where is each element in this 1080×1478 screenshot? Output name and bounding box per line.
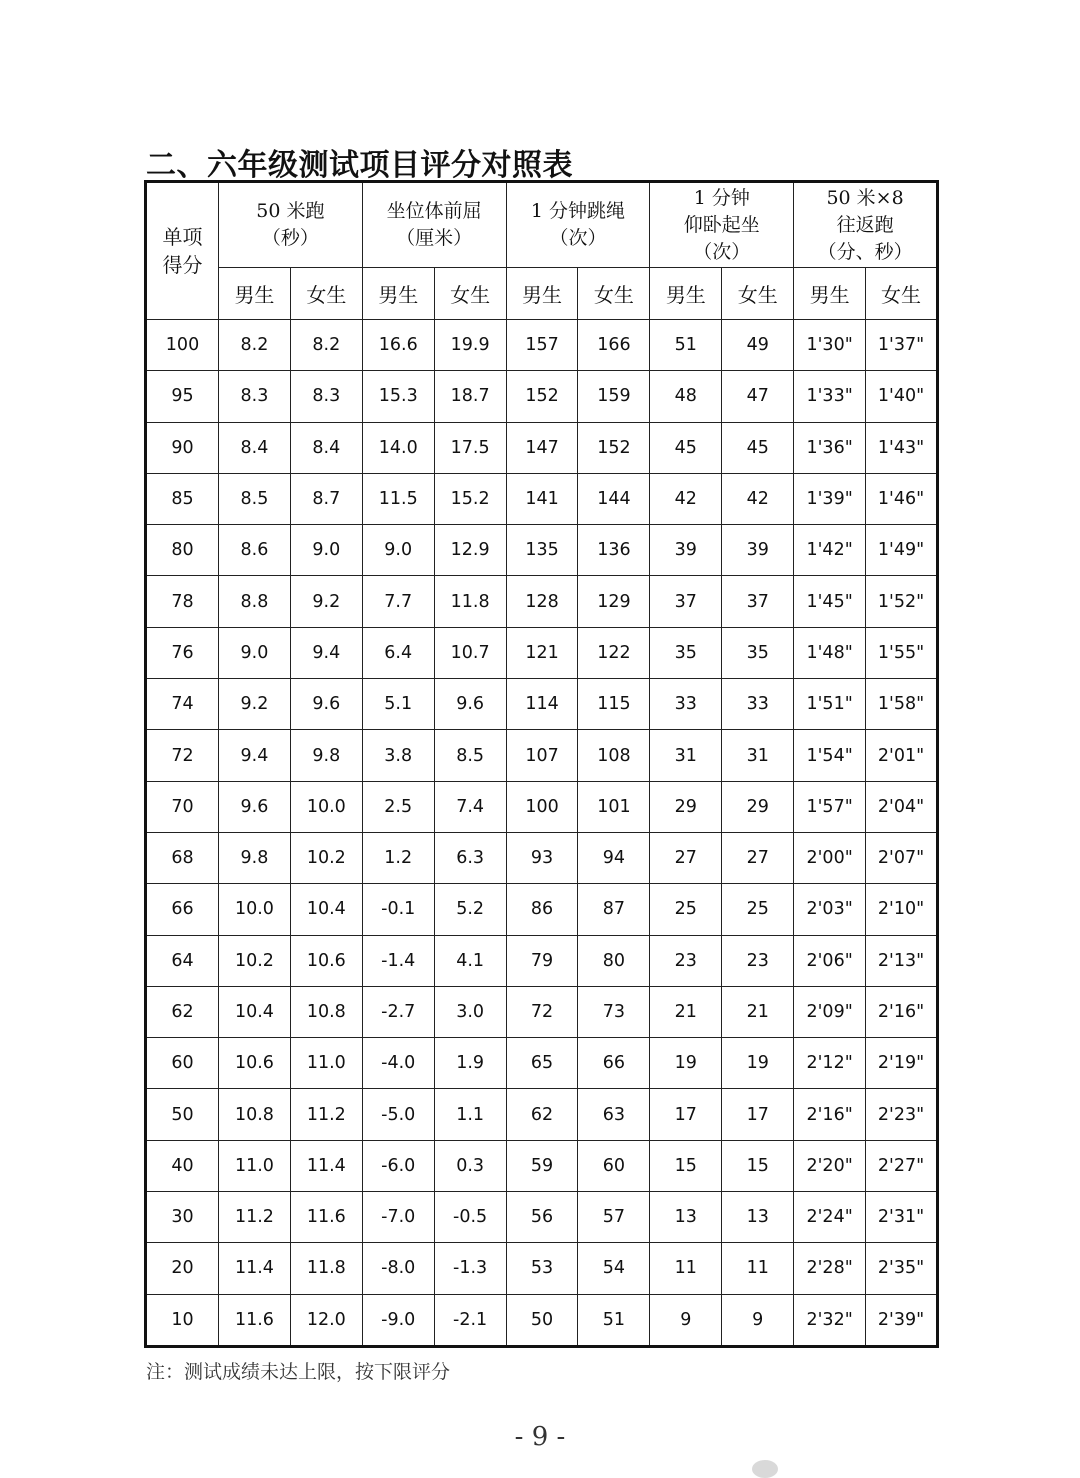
value-cell: 1.2	[362, 832, 434, 883]
value-cell: 57	[578, 1192, 650, 1243]
value-cell: 9.2	[290, 576, 362, 627]
value-cell: 1'51"	[794, 679, 866, 730]
value-cell: 37	[650, 576, 722, 627]
value-cell: 1'57"	[794, 781, 866, 832]
value-cell: 17.5	[434, 422, 506, 473]
value-cell: 54	[578, 1243, 650, 1294]
value-cell: 152	[578, 422, 650, 473]
table-row	[146, 627, 938, 678]
value-cell: 9.2	[219, 679, 291, 730]
score-cell: 64	[146, 935, 219, 986]
table-row	[146, 525, 938, 576]
value-cell: 9.4	[219, 730, 291, 781]
value-cell: 2'09"	[794, 986, 866, 1037]
value-cell: 8.3	[219, 371, 291, 422]
value-cell: 2'10"	[866, 884, 938, 935]
value-cell: 9	[722, 1294, 794, 1346]
value-cell: 11.5	[362, 473, 434, 524]
value-cell: 1'42"	[794, 525, 866, 576]
value-cell: 8.7	[290, 473, 362, 524]
value-cell: 66	[578, 1038, 650, 1089]
value-cell: 9.0	[362, 525, 434, 576]
value-cell: 11.0	[290, 1038, 362, 1089]
group-header-line: 坐位体前屈	[386, 200, 482, 222]
group-header-line: （分、秒）	[817, 240, 913, 263]
value-cell: 18.7	[434, 371, 506, 422]
value-cell: 1'36"	[794, 422, 866, 473]
group-header-line: 50 米跑	[256, 200, 325, 222]
group-header-line: 1 分钟跳绳	[530, 200, 626, 222]
value-cell: 10.4	[290, 884, 362, 935]
score-cell: 100	[146, 320, 219, 371]
score-cell: 72	[146, 730, 219, 781]
value-cell: 27	[650, 832, 722, 883]
value-cell: 9.6	[219, 781, 291, 832]
value-cell: 2'28"	[794, 1243, 866, 1294]
value-cell: 2'03"	[794, 884, 866, 935]
value-cell: 59	[506, 1140, 578, 1191]
value-cell: 1.1	[434, 1089, 506, 1140]
page-number: - 9 -	[514, 1422, 566, 1452]
score-cell: 80	[146, 525, 219, 576]
score-cell: 66	[146, 884, 219, 935]
value-cell: 5.2	[434, 884, 506, 935]
value-cell: 8.2	[290, 320, 362, 371]
score-cell: 10	[146, 1294, 219, 1346]
value-cell: 1'49"	[866, 525, 938, 576]
value-cell: 50	[506, 1294, 578, 1346]
value-cell: 5.1	[362, 679, 434, 730]
value-cell: -2.7	[362, 986, 434, 1037]
value-cell: 2.5	[362, 781, 434, 832]
value-cell: 9.6	[290, 679, 362, 730]
value-cell: 144	[578, 473, 650, 524]
header-row-gender	[146, 268, 938, 320]
score-cell: 74	[146, 679, 219, 730]
value-cell: 60	[578, 1140, 650, 1191]
group-header-line: 50 米×8	[826, 186, 904, 209]
value-cell: 51	[650, 320, 722, 371]
value-cell: 11.4	[290, 1140, 362, 1191]
group-header-50m	[219, 182, 363, 268]
value-cell: 2'07"	[866, 832, 938, 883]
group-header-line: 1 分钟	[693, 186, 750, 209]
male-header: 男生	[794, 268, 866, 320]
value-cell: 2'12"	[794, 1038, 866, 1089]
value-cell: 157	[506, 320, 578, 371]
value-cell: 1'30"	[794, 320, 866, 371]
value-cell: 129	[578, 576, 650, 627]
table-row	[146, 1192, 938, 1243]
value-cell: 15.2	[434, 473, 506, 524]
value-cell: 107	[506, 730, 578, 781]
value-cell: 11.4	[219, 1243, 291, 1294]
value-cell: 2'35"	[866, 1243, 938, 1294]
table-row	[146, 986, 938, 1037]
value-cell: 8.4	[219, 422, 291, 473]
table-row	[146, 730, 938, 781]
value-cell: 101	[578, 781, 650, 832]
value-cell: 49	[722, 320, 794, 371]
value-cell: 159	[578, 371, 650, 422]
value-cell: 2'39"	[866, 1294, 938, 1346]
score-cell: 76	[146, 627, 219, 678]
score-cell: 70	[146, 781, 219, 832]
value-cell: 2'13"	[866, 935, 938, 986]
value-cell: 2'23"	[866, 1089, 938, 1140]
value-cell: 45	[722, 422, 794, 473]
value-cell: 1'39"	[794, 473, 866, 524]
table-row	[146, 1038, 938, 1089]
value-cell: 1'43"	[866, 422, 938, 473]
value-cell: 10.8	[290, 986, 362, 1037]
value-cell: -9.0	[362, 1294, 434, 1346]
table-row	[146, 935, 938, 986]
value-cell: 11.8	[434, 576, 506, 627]
value-cell: 2'27"	[866, 1140, 938, 1191]
value-cell: 2'16"	[866, 986, 938, 1037]
value-cell: 11.2	[219, 1192, 291, 1243]
value-cell: 8.8	[219, 576, 291, 627]
value-cell: 166	[578, 320, 650, 371]
table-row	[146, 781, 938, 832]
value-cell: 11	[722, 1243, 794, 1294]
value-cell: 1'33"	[794, 371, 866, 422]
value-cell: 33	[722, 679, 794, 730]
value-cell: 10.0	[219, 884, 291, 935]
value-cell: 37	[722, 576, 794, 627]
group-header-shuttle-run	[794, 182, 938, 268]
value-cell: 9.4	[290, 627, 362, 678]
value-cell: 147	[506, 422, 578, 473]
table-row	[146, 576, 938, 627]
value-cell: 10.0	[290, 781, 362, 832]
value-cell: 1'37"	[866, 320, 938, 371]
value-cell: 17	[650, 1089, 722, 1140]
score-column-header	[146, 182, 219, 320]
table-row	[146, 473, 938, 524]
value-cell: 128	[506, 576, 578, 627]
value-cell: 11.8	[290, 1243, 362, 1294]
value-cell: 152	[506, 371, 578, 422]
value-cell: 6.3	[434, 832, 506, 883]
male-header: 男生	[506, 268, 578, 320]
value-cell: 13	[650, 1192, 722, 1243]
value-cell: 108	[578, 730, 650, 781]
value-cell: 1'45"	[794, 576, 866, 627]
value-cell: 2'20"	[794, 1140, 866, 1191]
male-header: 男生	[362, 268, 434, 320]
value-cell: 9.0	[219, 627, 291, 678]
page-title: 二、六年级测试项目评分对照表	[146, 148, 573, 183]
value-cell: 86	[506, 884, 578, 935]
table-row	[146, 832, 938, 883]
value-cell: 42	[722, 473, 794, 524]
value-cell: 17	[722, 1089, 794, 1140]
value-cell: 121	[506, 627, 578, 678]
value-cell: 48	[650, 371, 722, 422]
value-cell: 9.8	[290, 730, 362, 781]
value-cell: 56	[506, 1192, 578, 1243]
female-header: 女生	[290, 268, 362, 320]
value-cell: 1'55"	[866, 627, 938, 678]
score-cell: 20	[146, 1243, 219, 1294]
value-cell: 2'00"	[794, 832, 866, 883]
female-header: 女生	[722, 268, 794, 320]
value-cell: 15.3	[362, 371, 434, 422]
value-cell: 11.6	[219, 1294, 291, 1346]
value-cell: 47	[722, 371, 794, 422]
value-cell: 114	[506, 679, 578, 730]
table-row	[146, 422, 938, 473]
value-cell: -0.1	[362, 884, 434, 935]
value-cell: 10.2	[290, 832, 362, 883]
footnote: 注：测试成绩未达上限，按下限评分	[146, 1361, 451, 1383]
value-cell: 35	[722, 627, 794, 678]
value-cell: 2'16"	[794, 1089, 866, 1140]
group-header-line: （厘米）	[396, 227, 473, 249]
value-cell: 1'48"	[794, 627, 866, 678]
value-cell: -7.0	[362, 1192, 434, 1243]
value-cell: 29	[722, 781, 794, 832]
value-cell: 2'01"	[866, 730, 938, 781]
value-cell: 6.4	[362, 627, 434, 678]
value-cell: 13	[722, 1192, 794, 1243]
value-cell: -0.5	[434, 1192, 506, 1243]
value-cell: 65	[506, 1038, 578, 1089]
value-cell: 51	[578, 1294, 650, 1346]
value-cell: -1.4	[362, 935, 434, 986]
value-cell: 11.6	[290, 1192, 362, 1243]
value-cell: 9	[650, 1294, 722, 1346]
value-cell: 15	[722, 1140, 794, 1191]
male-header: 男生	[650, 268, 722, 320]
value-cell: 10.4	[219, 986, 291, 1037]
score-cell: 85	[146, 473, 219, 524]
value-cell: 7.7	[362, 576, 434, 627]
score-cell: 60	[146, 1038, 219, 1089]
value-cell: 39	[722, 525, 794, 576]
score-header-line2: 得分	[162, 253, 203, 277]
value-cell: 10.8	[219, 1089, 291, 1140]
value-cell: 1'54"	[794, 730, 866, 781]
value-cell: 73	[578, 986, 650, 1037]
value-cell: 1'40"	[866, 371, 938, 422]
table-row	[146, 679, 938, 730]
table-row	[146, 1294, 938, 1346]
group-header-line: 往返跑	[836, 213, 894, 236]
value-cell: 19.9	[434, 320, 506, 371]
value-cell: 2'06"	[794, 935, 866, 986]
value-cell: 53	[506, 1243, 578, 1294]
score-cell: 50	[146, 1089, 219, 1140]
value-cell: 0.3	[434, 1140, 506, 1191]
value-cell: -2.1	[434, 1294, 506, 1346]
value-cell: 11	[650, 1243, 722, 1294]
value-cell: 25	[650, 884, 722, 935]
value-cell: 1'52"	[866, 576, 938, 627]
value-cell: 4.1	[434, 935, 506, 986]
table-row	[146, 884, 938, 935]
score-cell: 78	[146, 576, 219, 627]
value-cell: 8.4	[290, 422, 362, 473]
value-cell: 8.2	[219, 320, 291, 371]
value-cell: 29	[650, 781, 722, 832]
table-row	[146, 1089, 938, 1140]
value-cell: 19	[722, 1038, 794, 1089]
value-cell: 2'24"	[794, 1192, 866, 1243]
value-cell: -5.0	[362, 1089, 434, 1140]
value-cell: 33	[650, 679, 722, 730]
value-cell: 1'46"	[866, 473, 938, 524]
value-cell: 10.7	[434, 627, 506, 678]
value-cell: 8.6	[219, 525, 291, 576]
group-header-line: （次）	[693, 240, 751, 263]
value-cell: 2'04"	[866, 781, 938, 832]
score-cell: 30	[146, 1192, 219, 1243]
value-cell: 72	[506, 986, 578, 1037]
value-cell: -6.0	[362, 1140, 434, 1191]
value-cell: 11.2	[290, 1089, 362, 1140]
value-cell: 2'32"	[794, 1294, 866, 1346]
value-cell: 31	[722, 730, 794, 781]
value-cell: 31	[650, 730, 722, 781]
value-cell: 1.9	[434, 1038, 506, 1089]
table-row	[146, 371, 938, 422]
score-cell: 62	[146, 986, 219, 1037]
value-cell: 14.0	[362, 422, 434, 473]
value-cell: 62	[506, 1089, 578, 1140]
value-cell: 12.0	[290, 1294, 362, 1346]
score-cell: 90	[146, 422, 219, 473]
value-cell: 10.2	[219, 935, 291, 986]
value-cell: 2'19"	[866, 1038, 938, 1089]
value-cell: 45	[650, 422, 722, 473]
value-cell: 135	[506, 525, 578, 576]
value-cell: 23	[722, 935, 794, 986]
group-header-sit-reach	[362, 182, 506, 268]
table-row	[146, 1140, 938, 1191]
value-cell: 23	[650, 935, 722, 986]
value-cell: 93	[506, 832, 578, 883]
value-cell: 3.0	[434, 986, 506, 1037]
group-header-situps	[650, 182, 794, 268]
score-table-body	[146, 320, 938, 1347]
group-header-line: （秒）	[261, 227, 319, 249]
value-cell: 100	[506, 781, 578, 832]
score-cell: 68	[146, 832, 219, 883]
value-cell: -8.0	[362, 1243, 434, 1294]
male-header: 男生	[219, 268, 291, 320]
value-cell: 19	[650, 1038, 722, 1089]
female-header: 女生	[578, 268, 650, 320]
value-cell: 87	[578, 884, 650, 935]
group-header-rope-skip	[506, 182, 650, 268]
value-cell: 35	[650, 627, 722, 678]
value-cell: 7.4	[434, 781, 506, 832]
value-cell: 15	[650, 1140, 722, 1191]
table-row	[146, 320, 938, 371]
value-cell: -1.3	[434, 1243, 506, 1294]
value-cell: 16.6	[362, 320, 434, 371]
group-header-line: 仰卧起坐	[683, 213, 760, 236]
value-cell: 12.9	[434, 525, 506, 576]
value-cell: -4.0	[362, 1038, 434, 1089]
value-cell: 1'58"	[866, 679, 938, 730]
value-cell: 8.3	[290, 371, 362, 422]
value-cell: 21	[722, 986, 794, 1037]
value-cell: 42	[650, 473, 722, 524]
value-cell: 2'31"	[866, 1192, 938, 1243]
value-cell: 11.0	[219, 1140, 291, 1191]
value-cell: 79	[506, 935, 578, 986]
table-row	[146, 1243, 938, 1294]
value-cell: 21	[650, 986, 722, 1037]
score-cell: 40	[146, 1140, 219, 1191]
score-header-line1: 单项	[162, 225, 203, 249]
value-cell: 10.6	[219, 1038, 291, 1089]
value-cell: 122	[578, 627, 650, 678]
group-header-line: （次）	[549, 227, 607, 249]
value-cell: 10.6	[290, 935, 362, 986]
value-cell: 115	[578, 679, 650, 730]
female-header: 女生	[434, 268, 506, 320]
score-table	[144, 180, 939, 1348]
value-cell: 39	[650, 525, 722, 576]
score-cell: 95	[146, 371, 219, 422]
value-cell: 9.8	[219, 832, 291, 883]
value-cell: 63	[578, 1089, 650, 1140]
value-cell: 27	[722, 832, 794, 883]
value-cell: 80	[578, 935, 650, 986]
page-curl-mark	[752, 1460, 778, 1478]
value-cell: 25	[722, 884, 794, 935]
female-header: 女生	[866, 268, 938, 320]
value-cell: 9.6	[434, 679, 506, 730]
value-cell: 141	[506, 473, 578, 524]
value-cell: 94	[578, 832, 650, 883]
value-cell: 3.8	[362, 730, 434, 781]
value-cell: 8.5	[219, 473, 291, 524]
value-cell: 136	[578, 525, 650, 576]
header-row-groups	[146, 182, 938, 268]
value-cell: 8.5	[434, 730, 506, 781]
value-cell: 9.0	[290, 525, 362, 576]
